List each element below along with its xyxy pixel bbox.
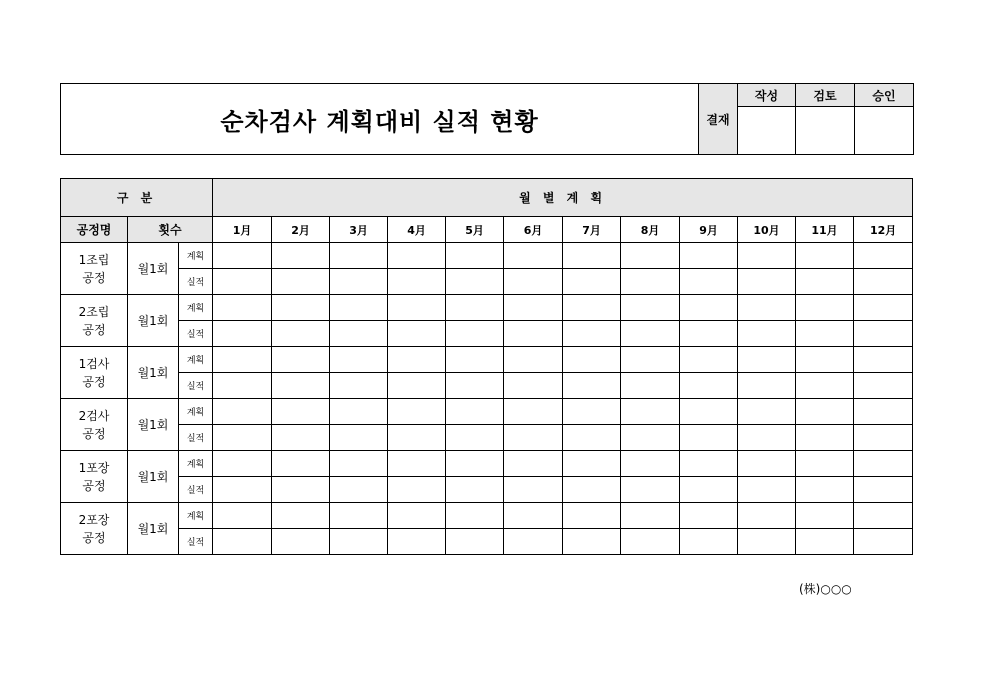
month-cell[interactable] <box>272 347 330 373</box>
month-cell[interactable] <box>504 451 563 477</box>
month-cell[interactable] <box>388 529 446 555</box>
month-cell[interactable] <box>272 425 330 451</box>
month-cell[interactable] <box>796 243 854 269</box>
month-cell[interactable] <box>446 295 504 321</box>
month-cell[interactable] <box>330 269 388 295</box>
month-cell[interactable] <box>680 243 738 269</box>
month-cell[interactable] <box>621 347 680 373</box>
process-name-line1: 1조립 <box>78 252 110 267</box>
month-cell[interactable] <box>796 347 854 373</box>
month-cell[interactable] <box>854 373 913 399</box>
month-cell[interactable] <box>504 269 563 295</box>
monthly-plan-header: 월 별 계 획 <box>213 179 913 217</box>
month-cell[interactable] <box>388 347 446 373</box>
month-cell[interactable] <box>738 451 796 477</box>
actual-label: 실적 <box>179 529 213 555</box>
month-header-9: 9月 <box>680 217 738 243</box>
month-cell[interactable] <box>796 425 854 451</box>
month-cell[interactable] <box>330 347 388 373</box>
month-cell[interactable] <box>272 295 330 321</box>
month-cell[interactable] <box>563 321 621 347</box>
month-cell[interactable] <box>854 477 913 503</box>
month-cell[interactable] <box>563 295 621 321</box>
header-table <box>60 83 914 155</box>
month-cell[interactable] <box>213 477 272 503</box>
table-row <box>61 243 913 269</box>
month-cell[interactable] <box>680 425 738 451</box>
plan-label: 계획 <box>179 503 213 529</box>
month-cell[interactable] <box>213 347 272 373</box>
month-cell[interactable] <box>738 321 796 347</box>
month-cell[interactable] <box>272 399 330 425</box>
month-cell[interactable] <box>388 399 446 425</box>
month-cell[interactable] <box>621 243 680 269</box>
table-row <box>61 529 913 555</box>
process-name <box>61 347 128 399</box>
month-cell[interactable] <box>563 425 621 451</box>
month-cell[interactable] <box>796 529 854 555</box>
table-row <box>61 399 913 425</box>
process-name-line1: 1포장 <box>78 460 110 475</box>
process-name-line2: 공정 <box>82 426 106 441</box>
month-cell[interactable] <box>854 321 913 347</box>
process-frequency: 월1회 <box>128 399 179 451</box>
month-cell[interactable] <box>504 503 563 529</box>
month-cell[interactable] <box>446 451 504 477</box>
month-cell[interactable] <box>738 347 796 373</box>
table-row <box>61 347 913 373</box>
month-cell[interactable] <box>563 399 621 425</box>
month-cell[interactable] <box>738 477 796 503</box>
monthly-plan-table <box>60 178 913 555</box>
month-cell[interactable] <box>272 477 330 503</box>
month-cell[interactable] <box>272 529 330 555</box>
month-cell[interactable] <box>680 321 738 347</box>
process-frequency: 월1회 <box>128 503 179 555</box>
month-cell[interactable] <box>388 295 446 321</box>
process-name-line2: 공정 <box>82 322 106 337</box>
month-cell[interactable] <box>621 269 680 295</box>
month-cell[interactable] <box>621 425 680 451</box>
month-cell[interactable] <box>680 399 738 425</box>
page-title: 순차검사 계획대비 실적 현황 <box>61 84 699 155</box>
process-name-line2: 공정 <box>82 478 106 493</box>
month-cell[interactable] <box>621 373 680 399</box>
month-cell[interactable] <box>854 399 913 425</box>
plan-label: 계획 <box>179 295 213 321</box>
process-frequency: 월1회 <box>128 295 179 347</box>
process-frequency: 월1회 <box>128 347 179 399</box>
month-cell[interactable] <box>854 425 913 451</box>
month-cell[interactable] <box>388 269 446 295</box>
month-cell[interactable] <box>213 425 272 451</box>
month-cell[interactable] <box>621 321 680 347</box>
process-name-line1: 2포장 <box>78 512 110 527</box>
month-cell[interactable] <box>738 425 796 451</box>
process-name <box>61 295 128 347</box>
process-name <box>61 451 128 503</box>
approval-label: 결재 <box>699 84 738 155</box>
plan-label: 계획 <box>179 451 213 477</box>
table-row <box>61 425 913 451</box>
month-header-11: 11月 <box>796 217 854 243</box>
month-cell[interactable] <box>272 321 330 347</box>
month-cell[interactable] <box>213 243 272 269</box>
month-cell[interactable] <box>621 451 680 477</box>
process-name-header: 공정명 <box>61 217 128 243</box>
month-cell[interactable] <box>563 373 621 399</box>
month-cell[interactable] <box>738 295 796 321</box>
month-cell[interactable] <box>213 451 272 477</box>
month-cell[interactable] <box>330 295 388 321</box>
month-cell[interactable] <box>388 503 446 529</box>
table-row <box>61 373 913 399</box>
process-name <box>61 503 128 555</box>
month-cell[interactable] <box>213 373 272 399</box>
month-cell[interactable] <box>563 503 621 529</box>
month-cell[interactable] <box>621 503 680 529</box>
month-cell[interactable] <box>504 425 563 451</box>
category-header: 구 분 <box>61 179 213 217</box>
month-cell[interactable] <box>738 373 796 399</box>
month-cell[interactable] <box>388 243 446 269</box>
month-cell[interactable] <box>563 451 621 477</box>
month-cell[interactable] <box>796 451 854 477</box>
month-cell[interactable] <box>504 321 563 347</box>
month-cell[interactable] <box>854 269 913 295</box>
month-header-4: 4月 <box>388 217 446 243</box>
month-cell[interactable] <box>563 269 621 295</box>
month-cell[interactable] <box>388 321 446 347</box>
table-row <box>61 295 913 321</box>
month-cell[interactable] <box>388 477 446 503</box>
month-cell[interactable] <box>680 503 738 529</box>
month-cell[interactable] <box>738 503 796 529</box>
approval-sign-review[interactable] <box>796 107 855 155</box>
month-cell[interactable] <box>504 373 563 399</box>
month-cell[interactable] <box>680 269 738 295</box>
month-header-2: 2月 <box>272 217 330 243</box>
month-cell[interactable] <box>563 347 621 373</box>
month-cell[interactable] <box>563 529 621 555</box>
month-cell[interactable] <box>446 243 504 269</box>
month-header-10: 10月 <box>738 217 796 243</box>
table-row <box>61 477 913 503</box>
table-row <box>61 503 913 529</box>
month-cell[interactable] <box>796 503 854 529</box>
process-frequency: 월1회 <box>128 243 179 295</box>
month-cell[interactable] <box>446 399 504 425</box>
month-cell[interactable] <box>330 425 388 451</box>
month-header-7: 7月 <box>563 217 621 243</box>
month-cell[interactable] <box>680 373 738 399</box>
process-frequency: 월1회 <box>128 451 179 503</box>
month-cell[interactable] <box>272 373 330 399</box>
month-cell[interactable] <box>738 269 796 295</box>
actual-label: 실적 <box>179 425 213 451</box>
month-cell[interactable] <box>446 269 504 295</box>
month-cell[interactable] <box>330 529 388 555</box>
approval-head-author: 작성 <box>738 84 796 107</box>
month-cell[interactable] <box>330 477 388 503</box>
plan-label: 계획 <box>179 243 213 269</box>
process-name-line1: 2검사 <box>78 408 110 423</box>
process-name-line2: 공정 <box>82 374 106 389</box>
month-cell[interactable] <box>213 529 272 555</box>
month-cell[interactable] <box>330 451 388 477</box>
month-cell[interactable] <box>680 477 738 503</box>
month-cell[interactable] <box>272 503 330 529</box>
plan-label: 계획 <box>179 347 213 373</box>
month-cell[interactable] <box>854 529 913 555</box>
process-name-line1: 2조립 <box>78 304 110 319</box>
table-row <box>61 451 913 477</box>
month-cell[interactable] <box>504 399 563 425</box>
month-header-12: 12月 <box>854 217 913 243</box>
month-cell[interactable] <box>796 295 854 321</box>
month-cell[interactable] <box>504 243 563 269</box>
actual-label: 실적 <box>179 269 213 295</box>
month-cell[interactable] <box>621 477 680 503</box>
month-cell[interactable] <box>330 503 388 529</box>
month-cell[interactable] <box>563 477 621 503</box>
month-cell[interactable] <box>446 477 504 503</box>
month-cell[interactable] <box>796 399 854 425</box>
month-header-6: 6月 <box>504 217 563 243</box>
month-cell[interactable] <box>621 529 680 555</box>
table-row <box>61 321 913 347</box>
month-cell[interactable] <box>446 503 504 529</box>
approval-sign-author[interactable] <box>738 107 796 155</box>
month-cell[interactable] <box>213 503 272 529</box>
month-cell[interactable] <box>272 451 330 477</box>
month-cell[interactable] <box>446 425 504 451</box>
month-cell[interactable] <box>796 269 854 295</box>
month-cell[interactable] <box>504 477 563 503</box>
month-cell[interactable] <box>680 347 738 373</box>
month-cell[interactable] <box>330 373 388 399</box>
approval-head-approve: 승인 <box>855 84 914 107</box>
month-cell[interactable] <box>330 399 388 425</box>
month-header-5: 5月 <box>446 217 504 243</box>
month-cell[interactable] <box>563 243 621 269</box>
process-name-line2: 공정 <box>82 270 106 285</box>
month-cell[interactable] <box>388 425 446 451</box>
approval-head-review: 검토 <box>796 84 855 107</box>
month-cell[interactable] <box>854 347 913 373</box>
month-cell[interactable] <box>213 399 272 425</box>
month-cell[interactable] <box>738 399 796 425</box>
month-cell[interactable] <box>388 373 446 399</box>
process-name-line2: 공정 <box>82 530 106 545</box>
month-cell[interactable] <box>213 269 272 295</box>
actual-label: 실적 <box>179 477 213 503</box>
month-cell[interactable] <box>330 321 388 347</box>
month-cell[interactable] <box>272 243 330 269</box>
process-name <box>61 399 128 451</box>
approval-sign-approve[interactable] <box>855 107 914 155</box>
month-cell[interactable] <box>446 347 504 373</box>
month-cell[interactable] <box>330 243 388 269</box>
month-cell[interactable] <box>446 321 504 347</box>
month-cell[interactable] <box>796 477 854 503</box>
month-cell[interactable] <box>680 529 738 555</box>
month-cell[interactable] <box>446 529 504 555</box>
company-name: (株)○○○ <box>799 582 852 596</box>
month-cell[interactable] <box>504 295 563 321</box>
month-header-1: 1月 <box>213 217 272 243</box>
month-cell[interactable] <box>854 503 913 529</box>
month-cell[interactable] <box>738 243 796 269</box>
month-cell[interactable] <box>796 321 854 347</box>
month-header-8: 8月 <box>621 217 680 243</box>
month-cell[interactable] <box>854 451 913 477</box>
month-cell[interactable] <box>621 295 680 321</box>
month-cell[interactable] <box>504 529 563 555</box>
month-cell[interactable] <box>388 451 446 477</box>
month-cell[interactable] <box>446 373 504 399</box>
month-cell[interactable] <box>213 321 272 347</box>
month-cell[interactable] <box>680 451 738 477</box>
process-name-line1: 1검사 <box>78 356 110 371</box>
frequency-header: 횟수 <box>128 217 213 243</box>
month-cell[interactable] <box>272 269 330 295</box>
table-row <box>61 269 913 295</box>
month-cell[interactable] <box>680 295 738 321</box>
actual-label: 실적 <box>179 321 213 347</box>
month-header-3: 3月 <box>330 217 388 243</box>
month-cell[interactable] <box>796 373 854 399</box>
month-cell[interactable] <box>738 529 796 555</box>
plan-label: 계획 <box>179 399 213 425</box>
month-cell[interactable] <box>854 243 913 269</box>
actual-label: 실적 <box>179 373 213 399</box>
month-cell[interactable] <box>854 295 913 321</box>
month-cell[interactable] <box>504 347 563 373</box>
month-cell[interactable] <box>213 295 272 321</box>
process-name <box>61 243 128 295</box>
month-cell[interactable] <box>621 399 680 425</box>
